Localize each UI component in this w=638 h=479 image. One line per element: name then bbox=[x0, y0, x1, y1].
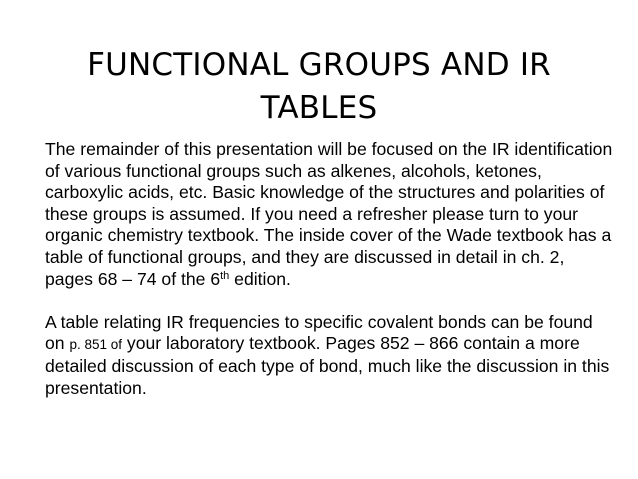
page-reference: p. 851 of bbox=[69, 337, 123, 353]
paragraph-ir-table bbox=[45, 312, 615, 399]
title-line-2: TABLES bbox=[260, 90, 378, 126]
title-line-1: FUNCTIONAL GROUPS AND IR bbox=[87, 47, 551, 83]
slide-title bbox=[40, 44, 598, 130]
slide-body bbox=[45, 139, 615, 399]
paragraph-2-lead: A table relating IR frequencies to specific covalent bonds can be found on bbox=[45, 311, 593, 354]
paragraph-gap bbox=[45, 290, 615, 312]
paragraph-functional-groups bbox=[45, 139, 615, 290]
paragraph-2-tail: your laboratory textbook. Pages 852 – 866 contain a more detailed discussion of each type of bond, much like the discussion in this presentation. bbox=[45, 333, 610, 398]
edition-superscript: th bbox=[220, 269, 230, 282]
paragraph-1-tail: edition. bbox=[229, 268, 291, 289]
paragraph-1-text: The remainder of this presentation will be focused on the IR identification of various functional groups such as alkenes, alcohols, ketones, carboxylic acids, etc. Basic knowledge of the structures and polarities of these groups is assumed. If you need a refresher please turn to your organic chemistry textbook. The inside cover of the Wade textbook has a table of functional groups, and they are discussed in detail in ch. 2, pages 68 – 74 of the 6 bbox=[45, 139, 613, 289]
